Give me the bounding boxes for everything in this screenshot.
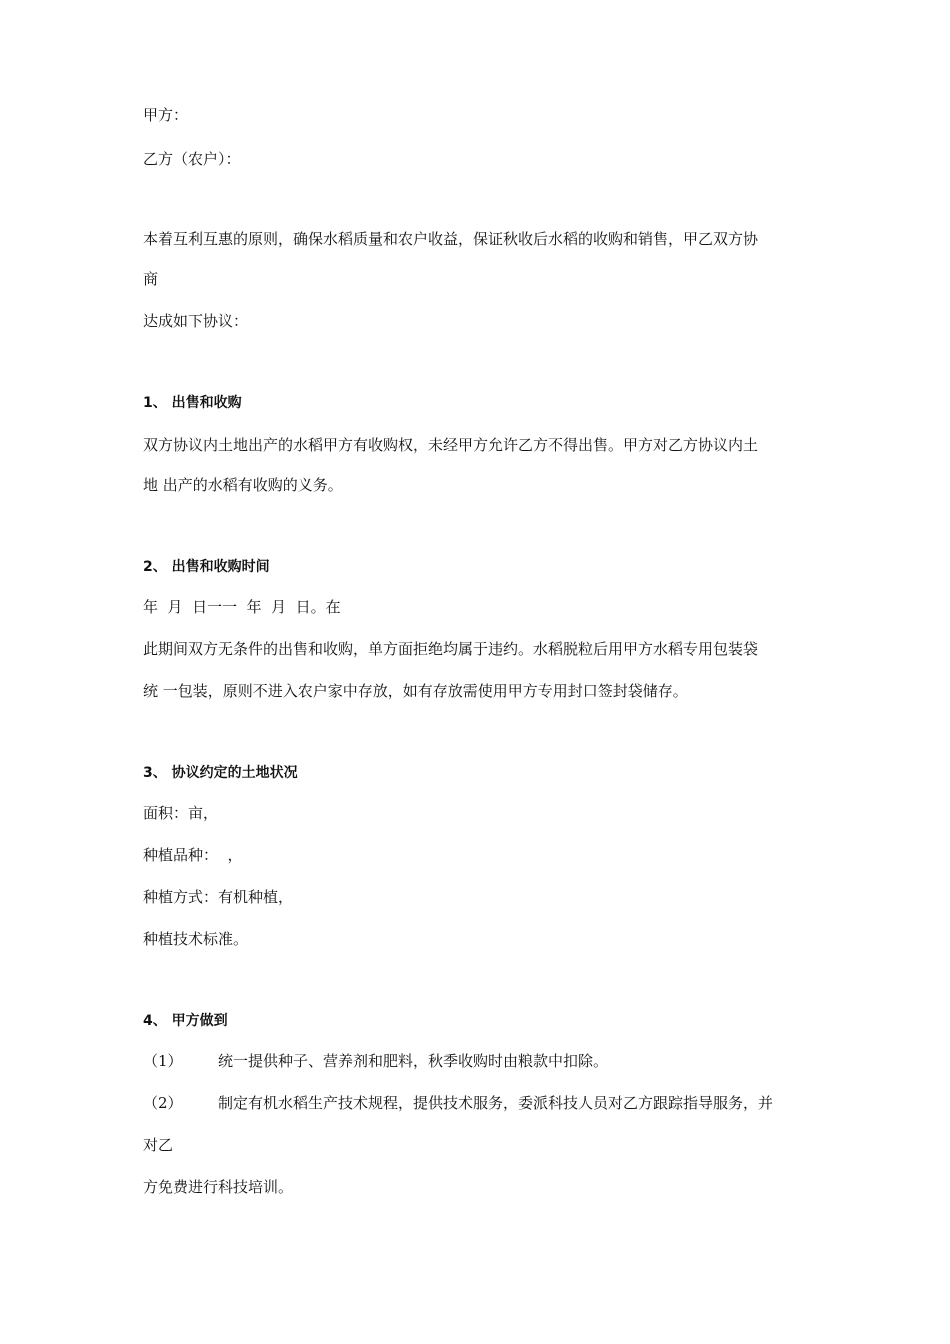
- land-area: 面积：亩，: [143, 804, 219, 822]
- section-1-line-1: 双方协议内土地出产的水稻甲方有收购权，未经甲方允许乙方不得出售。甲方对乙方协议内土: [143, 436, 759, 454]
- planting-variety: 种植品种： ，: [143, 846, 243, 864]
- planting-method: 种植方式：有机种植，: [143, 888, 294, 906]
- item-1-text: 统一提供种子、营养剂和肥料，秋季收购时由粮款中扣除。: [218, 1052, 609, 1070]
- section-3-heading: 3、 协议约定的土地状况: [143, 765, 298, 781]
- item-2-label: （2）: [143, 1094, 183, 1112]
- item-2-text: 制定有机水稻生产技术规程，提供技术服务，委派科技人员对乙方跟踪指导服务，并: [218, 1094, 774, 1112]
- item-1-label: （1）: [143, 1052, 183, 1070]
- planting-standard: 种植技术标准。: [143, 930, 249, 948]
- section-2-heading: 2、 出售和收购时间: [143, 559, 270, 575]
- intro-line-3: 达成如下协议：: [143, 312, 249, 330]
- section-1-line-2: 地 出产的水稻有收购的义务。: [143, 476, 343, 494]
- section-4-heading: 4、 甲方做到: [143, 1013, 228, 1029]
- section-2-date-line: 年 月 日一一 年 月 日。在: [143, 598, 341, 616]
- item-2-line-2: 对乙: [143, 1136, 174, 1154]
- party-a-label: 甲方：: [143, 106, 189, 124]
- section-2-line-3: 统 一包装，原则不进入农户家中存放，如有存放需使用甲方专用封口签封袋储存。: [143, 682, 688, 700]
- party-b-label: 乙方（农户）：: [143, 150, 241, 168]
- item-2-line-3: 方免费进行科技培训。: [143, 1178, 294, 1196]
- section-2-line-2: 此期间双方无条件的出售和收购，单方面拒绝均属于违约。水稻脱粒后用甲方水稻专用包装袋: [143, 640, 759, 658]
- section-1-heading: 1、 出售和收购: [143, 395, 242, 411]
- intro-line-1: 本着互利互惠的原则，确保水稻质量和农户收益，保证秋收后水稻的收购和销售，甲乙双方协: [143, 230, 759, 248]
- intro-line-2: 商: [143, 270, 159, 288]
